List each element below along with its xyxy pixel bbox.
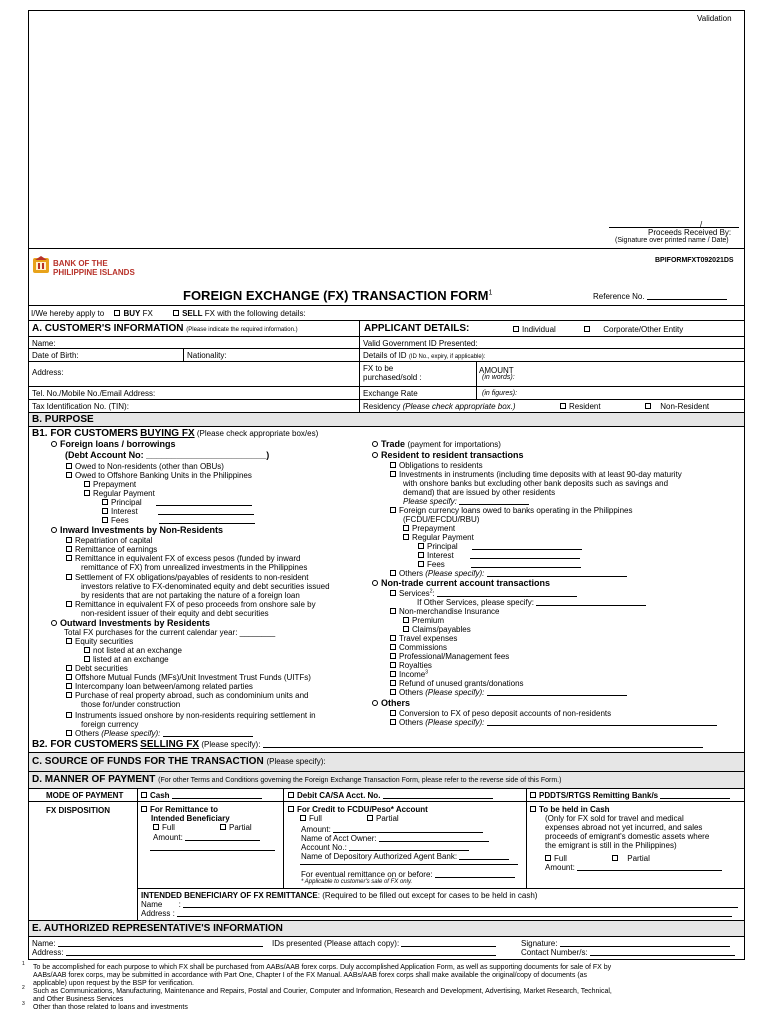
b2-title[interactable]: B2. FOR CUSTOMERS SELLING FX (Please specify): [32,739,703,751]
investments-cont-2: demand) that are issued by other residents [403,488,556,497]
repatriation-option[interactable]: Repatriation of capital [66,536,152,545]
buy-fx-checkbox[interactable] [114,310,120,316]
owed-offshore-option[interactable]: Owed to Offshore Banking Units in the Philippines [66,471,252,480]
footnote-1-line-1: To be accomplished for each purpose to which FX shall be purchased from AABs/AAB forex corps. Duly accomplished Application Form, as well as supporting documents for sale of FX by [33,964,612,971]
mode-of-payment-label: MODE OF PAYMENT [46,791,124,800]
address-field[interactable]: Address: [32,368,64,377]
exchange-rate-field[interactable]: (in figures): [482,390,518,397]
royalties-option[interactable]: Royalties [390,661,432,670]
cash-option[interactable]: Cash [141,791,262,800]
interest-option[interactable]: Interest [102,507,254,516]
rep-address-field[interactable]: Address: [32,948,496,957]
regular-payment-option[interactable]: Regular Payment [84,489,155,498]
footnote-3-number: 3 [22,1001,25,1007]
services-option[interactable]: Services$^2$: [390,589,577,598]
other-services-field[interactable]: If Other Services, please specify: [417,598,646,607]
footnote-1-number: 1 [22,961,25,967]
fc-principal-option[interactable]: Principal [418,542,582,551]
rep-ids-field[interactable]: IDs presented (Please attach copy): [272,939,496,948]
investments-cont-1: with onshore banks but excluding other bank deposits such as savings and [403,479,669,488]
professional-option[interactable]: Professional/Management fees [390,652,509,661]
bank-name-line1: BANK OF THE [53,259,108,268]
divider [28,248,745,249]
section-c-title[interactable]: C. SOURCE OF FUNDS FOR THE TRANSACTION (Please specify): [29,753,744,771]
others-res-option[interactable]: Others (Please specify): [390,569,627,578]
purchase-real-option[interactable]: Purchase of real property abroad, such as condominium units and [66,691,308,700]
resident-checkbox[interactable] [560,403,566,409]
held-note-2: expenses abroad not yet incurred, and sales [545,823,703,832]
rep-contact-field[interactable]: Contact Number/s: [521,948,735,957]
footnote-2-line-2: and Other Business Services [33,996,124,1003]
owed-nonres-option[interactable]: Owed to Non-residents (other than OBUs) [66,462,224,471]
equity-option[interactable]: Equity securities [66,637,133,646]
applicant-details-title: APPLICANT DETAILS: [364,323,470,334]
debit-option[interactable]: Debit CA/SA Acct. No. [288,791,493,800]
purchased-sold-label: purchased/sold : [363,373,422,382]
fees-option[interactable]: Fees [102,516,255,525]
principal-option[interactable]: Principal [102,498,252,507]
b1-title: B1. FOR CUSTOMERS BUYING FX (Please check appropriate box/es) [32,428,319,439]
fc-fees-option[interactable]: Fees [418,560,581,569]
exchange-rate-label: Exchange Rate [363,389,418,398]
section-b-title: B. PURPOSE [29,413,744,426]
remit-peso-option[interactable]: Remittance in equivalent FX of peso proceeds from onshore sale by [66,600,316,609]
fc-regular-payment-option[interactable]: Regular Payment [403,533,474,542]
form-title: FOREIGN EXCHANGE (FX) TRANSACTION FORM$^1$ [183,288,493,303]
purchase-real-cont: those for/under construction [81,700,181,709]
beneficiary-address-field[interactable]: Address : [141,909,732,918]
offshore-mf-option[interactable]: Offshore Mutual Funds (MFs)/Unit Investment Trust Funds (UITFs) [66,673,311,682]
dob-field[interactable]: Date of Birth: [32,351,79,360]
held-amount-field[interactable]: Amount: [545,863,722,872]
non-trade-option[interactable]: Non-trade current account transactions [372,578,550,588]
details-id-field[interactable]: Details of ID (ID No., expiry, if applicable): [363,351,486,360]
held-full-option[interactable]: Full [545,854,567,863]
instruments-cont: foreign currency [81,720,139,729]
fc-interest-option[interactable]: Interest [418,551,580,560]
tel-field[interactable]: Tel. No./Mobile No./Email Address: [32,389,156,398]
amount-in-words-field[interactable]: (in words): [482,374,515,381]
settlement-option[interactable]: Settlement of FX obligations/payables of residents to non-resident [66,573,308,582]
proceeds-received-label: Proceeds Received By: [648,228,732,237]
gov-id-field[interactable]: Valid Government ID Presented: [363,339,478,348]
date-slash: / [700,220,703,229]
intended-beneficiary-label: Intended Beneficiary [151,814,230,823]
footnote-3-line: Other than those related to loans and investments [33,1004,188,1011]
conversion-option[interactable]: Conversion to FX of peso deposit accounts of non-residents [390,709,611,718]
beneficiary-name-field[interactable]: Name : [141,900,738,909]
signature-note: (Signature over printed name / Date) [615,237,729,244]
investments-option[interactable]: Investments in instruments (including time deposits with at least 90-day maturity [390,470,682,479]
debt-account-field[interactable]: (Debt Account No: ________________________) [65,450,270,460]
remit-partial-option[interactable]: Partial [220,823,252,832]
residency-label: Residency (Please check appropriate box.) [363,402,516,411]
fc-loans-cont: (FCDU/EFCDU/RBU) [403,515,480,524]
fc-prepayment-option[interactable]: Prepayment [403,524,455,533]
remit-excess-option[interactable]: Remittance in equivalent FX of excess pesos (funded by inward [66,554,300,563]
held-partial-option[interactable]: Partial [612,854,650,863]
beneficiary-title: INTENDED BENEFICIARY OF FX REMITTANCE: (Required to be filled out except for cases to be held in cash) [141,891,538,900]
foreign-loans-option[interactable]: Foreign loans / borrowings [51,439,176,449]
tin-field[interactable]: Tax Identification No. (TIN): [32,402,129,411]
listed-option[interactable]: listed at an exchange [84,655,169,664]
remit-amount-field[interactable]: Amount: [153,833,260,842]
footnote-2-number: 2 [22,985,25,991]
rep-name-field[interactable]: Name: [32,939,263,948]
held-note-1: (Only for FX sold for travel and medical [545,814,684,823]
individual-checkbox[interactable] [513,326,519,332]
held-cash-option[interactable]: To be held in Cash [530,805,610,814]
section-e-title: E. AUTHORIZED REPRESENTATIVE'S INFORMATION [29,921,744,936]
fx-to-be-label: FX to be [363,364,394,373]
debt-securities-option[interactable]: Debt securities [66,664,128,673]
fx-disposition-label: FX DISPOSITION [46,806,111,815]
pddts-option[interactable]: PDDTS/RTGS Remitting Bank/s [530,791,730,800]
remittance-earnings-option[interactable]: Remittance of earnings [66,545,157,554]
remit-full-option[interactable]: Full [153,823,175,832]
section-d-title: D. MANNER OF PAYMENT (For other Terms and Conditions governing the Foreign Exchange Transaction Form, please refer to the reverse side of this Form.) [29,772,744,788]
rep-signature-field[interactable]: Signature: [521,939,730,948]
investments-specify[interactable]: Please specify: [403,497,529,506]
res-to-res-option[interactable]: Resident to resident transactions [372,450,524,460]
applicable-note: * Applicable to customer's sale of FX only. [301,879,413,885]
footnote-1-line-2: AABs/AAB forex corps, may be submitted in accordance with Part One, Chapter I of the FX Manual. AABs/AAB forex corps shall make available the original/copy of documents (as [33,972,588,979]
others-left-option[interactable]: Others (Please specify): [66,729,253,738]
remit-peso-cont: non-resident issuer of their equity and debt securities [81,609,269,618]
settlement-cont-1: investors relative to FX-denominated equity and debt securities issued [81,582,330,591]
instruments-option[interactable]: Instruments issued onshore by non-residents requiring settlement in [66,711,316,720]
bank-logo [32,254,50,274]
for-remittance-option[interactable]: For Remittance to [141,805,218,814]
acct-owner-field[interactable]: Name of Acct Owner: [301,834,489,843]
footnote-1-line-3: applicable) upon request by the BSP for verification. [33,980,194,987]
obligations-option[interactable]: Obligations to residents [390,461,483,470]
refund-option[interactable]: Refund of unused grants/donations [390,679,524,688]
form-code: BPIFORMFXT092021DS [655,257,734,264]
fc-loans-option[interactable]: Foreign currency loans owed to banks operating in the Philippines [390,506,632,515]
depository-bank-field[interactable]: Name of Depository Authorized Agent Bank: [301,852,509,861]
trade-option[interactable]: Trade (payment for importations) [372,439,501,449]
not-listed-option[interactable]: not listed at an exchange [84,646,182,655]
nationality-field[interactable]: Nationality: [187,351,227,360]
travel-option[interactable]: Travel expenses [390,634,457,643]
eventual-remittance-field[interactable]: For eventual remittance on or before: [301,870,515,879]
commissions-option[interactable]: Commissions [390,643,447,652]
premium-option[interactable]: Premium [403,616,444,625]
account-no-field[interactable]: Account No.: [301,843,469,852]
settlement-cont-2: by residents that are not partaking the nature of a foreign loan [81,591,300,600]
sell-fx-checkbox[interactable] [173,310,179,316]
intercompany-option[interactable]: Intercompany loan between/among related parties [66,682,253,691]
held-note-3: proceeds of emigrant's domestic assets where [545,832,710,841]
claims-option[interactable]: Claims/payables [403,625,471,634]
credit-partial-option[interactable]: Partial [367,814,399,823]
for-credit-option[interactable]: For Credit to FCDU/Peso* Account [288,805,428,814]
others-bullet-option[interactable]: Others [372,698,410,708]
outward-investments-option[interactable]: Outward Investments by Residents [51,618,210,628]
section-a-title: A. CUSTOMER'S INFORMATION (Please indicate the required information.) [32,323,298,334]
non-resident-checkbox[interactable] [645,403,651,409]
held-note-4: the emigrant is still in the Philippines) [545,841,677,850]
inward-investments-option[interactable]: Inward Investments by Non-Residents [51,525,223,535]
others-last-option[interactable]: Others (Please specify): [390,718,717,727]
footnote-2-line-1: Such as Communications, Manufacturing, Maintenance and Repairs, Postal and Courier, Computer and Information, Research and Development, Advertising, Market Research, Technical, [33,988,612,995]
total-fx-field[interactable]: Total FX purchases for the current calendar year: ________ [64,628,276,637]
income-option[interactable]: Income$^3$ [390,670,428,679]
non-merch-option[interactable]: Non-merchandise Insurance [390,607,500,616]
reference-no-label: Reference No. [593,292,727,301]
apply-row: I/We hereby apply to BUY FX SELL FX with the following details: [31,309,306,318]
remit-excess-cont: remittance of FX) from unrealized investments in the Philippines [81,563,308,572]
prepayment-option[interactable]: Prepayment [84,480,136,489]
amount-label: AMOUNT [479,366,514,375]
credit-full-option[interactable]: Full [300,814,322,823]
corporate-checkbox[interactable] [584,326,590,332]
customer-name-field[interactable]: Name: [32,339,56,348]
credit-amount-field[interactable]: Amount: [301,825,483,834]
validation-label: Validation [697,14,732,23]
others-nontrade-option[interactable]: Others (Please specify): [390,688,627,697]
bank-name-line2: PHILIPPINE ISLANDS [53,268,135,277]
